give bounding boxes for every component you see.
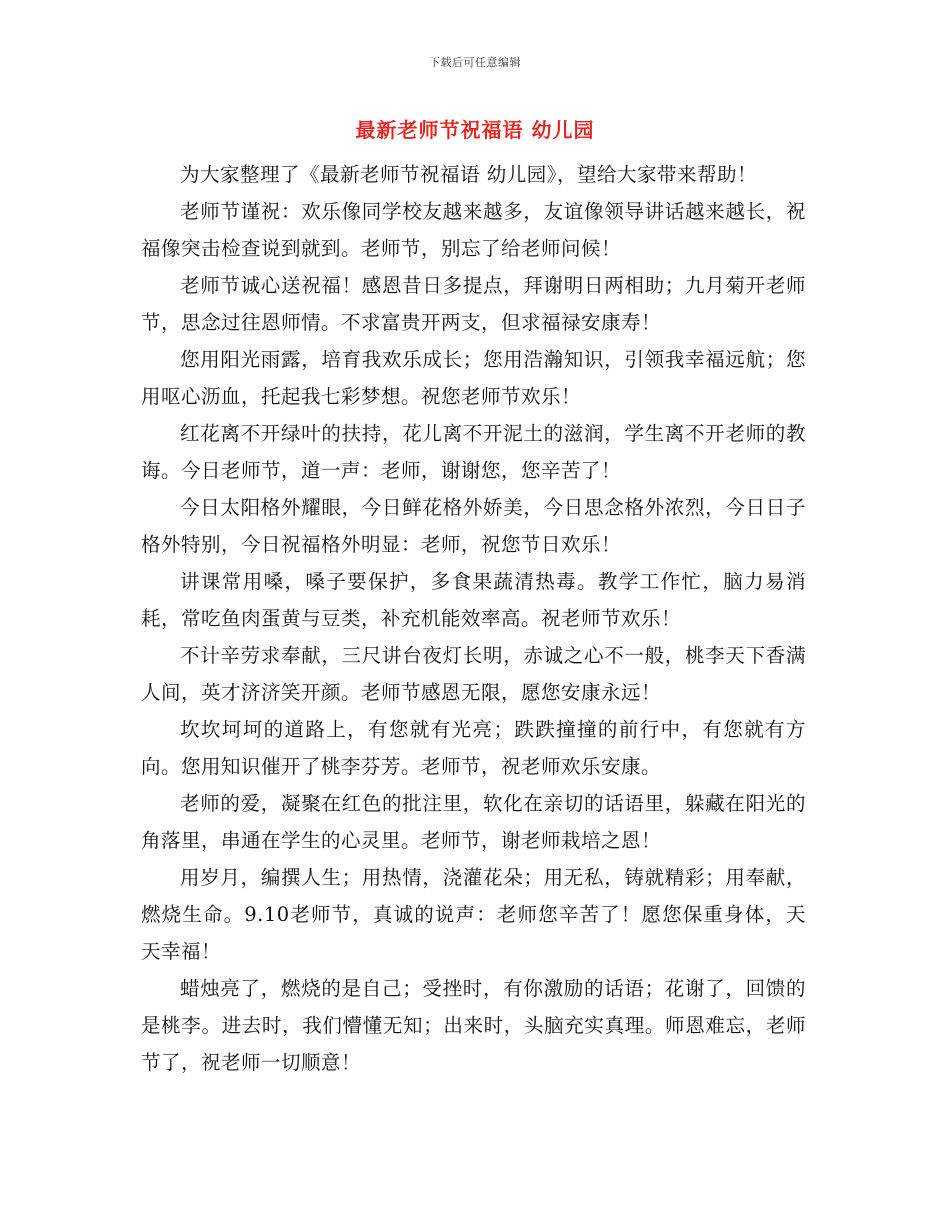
paragraph: 您用阳光雨露，培育我欢乐成长；您用浩瀚知识，引领我幸福远航；您用呕心沥血，托起我七彩梦想。祝您老师节欢乐！: [141, 348, 806, 408]
paragraph: 蜡烛亮了，燃烧的是自己；受挫时，有你激励的话语；花谢了，回馈的是桃李。进去时，我们懵懂无知；出来时，头脑充实真理。师恩难忘，老师节了，祝老师一切顺意！: [141, 977, 806, 1074]
paragraph: 老师节诚心送祝福！感恩昔日多提点，拜谢明日两相助；九月菊开老师节，思念过往恩师情。不求富贵开两支，但求福禄安康寿！: [141, 274, 806, 334]
paragraph: 为大家整理了《最新老师节祝福语 幼儿园》，望给大家带来帮助！: [180, 163, 757, 186]
document-body: [141, 156, 806, 1081]
paragraph: 老师节谨祝：欢乐像同学校友越来越多，友谊像领导讲话越来越长，祝福像突击检查说到就到。老师节，别忘了给老师问候！: [141, 200, 806, 260]
paragraph: 不计辛劳求奉献，三尺讲台夜灯长明，赤诚之心不一般，桃李天下香满人间，英才济济笑开颜。老师节感恩无限，愿您安康永远！: [141, 644, 806, 704]
document-title: 最新老师节祝福语 幼儿园: [355, 118, 595, 142]
paragraph: 老师的爱，凝聚在红色的批注里，软化在亲切的话语里，躲藏在阳光的角落里，串通在学生的心灵里。老师节，谢老师栽培之恩！: [141, 792, 806, 852]
paragraph: 坎坎坷坷的道路上，有您就有光亮；跌跌撞撞的前行中，有您就有方向。您用知识催开了桃李芬芳。老师节，祝老师欢乐安康。: [141, 718, 806, 778]
header-note: 下载后可任意编辑: [429, 56, 521, 69]
paragraph: 红花离不开绿叶的扶持，花儿离不开泥土的滋润，学生离不开老师的教诲。今日老师节，道一声：老师，谢谢您，您辛苦了！: [141, 422, 806, 482]
paragraph: 用岁月，编撰人生；用热情，浇灌花朵；用无私，铸就精彩；用奉献，燃烧生命。9.10老师节，真诚的说声：老师您辛苦了！愿您保重身体，天天幸福！: [141, 866, 806, 963]
paragraph: 今日太阳格外耀眼，今日鲜花格外娇美，今日思念格外浓烈，今日日子格外特别，今日祝福格外明显：老师，祝您节日欢乐！: [141, 496, 806, 556]
paragraph: 讲课常用嗓，嗓子要保护，多食果蔬清热毒。教学工作忙，脑力易消耗，常吃鱼肉蛋黄与豆类，补充机能效率高。祝老师节欢乐！: [141, 570, 806, 630]
